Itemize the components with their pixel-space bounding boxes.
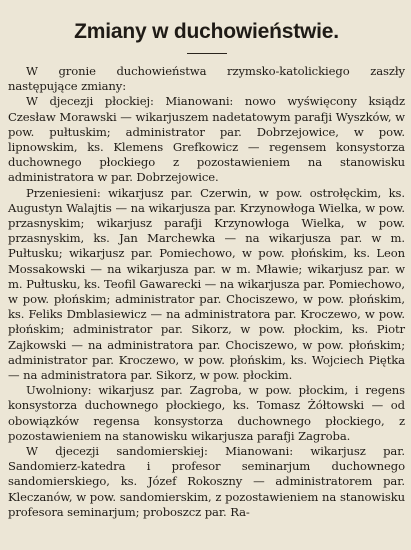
article-body (8, 64, 405, 520)
paragraph-plock-transferred: Przeniesieni: wikarjusz par. Czerwin, w pow. ostrołęckim, ks. Augustyn Walajtis — na wikarjusza par. Krzynowłoga Wielka, w pow. przasnyskim; wikarjusz parafji Krzynowłoga Wielka, w pow. przasnyskim, ks. Jan Marchewka — na wikarjusza par. w m. Pułtusku; wikarjusz par. Pomiechowo, w pow. płońskim, ks. Leon Mossakowski — na wikarjusza par. w m. Mławie; wikarjusz par. w m. Pułtusku, ks. Teofil Gawarecki — na wikarjusza par. Pomiechowo, w pow. płońskim; administrator par. Chociszewo, w pow. płońskim, ks. Feliks Dmblasiewicz — na administratora par. Kroczewo, w pow. płońskim; administrator par. Sikorz, w pow. płockim, ks. Piotr Zajkowski — na administratora par. Chociszewo, w pow. płońskim; administrator par. Kroczewo, w pow. płońskim, ks. Wojciech Piętka — na administratora par. Sikorz, w pow. płockim. (8, 185, 406, 383)
paragraph-sandomierz: W djecezji sandomierskiej: Mianowani: wikarjusz par. Sandomierz-katedra i profesor seminarjum duchownego sandomierskiego, ks. Józef Rokoszny — administratorem par. Kleczanów, w pow. sandomierskim, z pozostawieniem na stanowisku profesora seminarjum; proboszcz par. Ra- (8, 444, 405, 519)
title-divider (187, 53, 227, 54)
paragraph-plock-appointed: W djecezji płockiej: Mianowani: nowo wyświęcony ksiądz Czesław Morawski — wikarjuszem nadetatowym parafji Wyszków, w pow. pułtuskim; administrator par. Dobrzejowice, w pow. lipnowskim, ks. Klemens Grefkowicz — regensem konsystorza duchownego płockiego z pozostawieniem na stanowisku administratora w par. Dobrzejowice. (8, 94, 405, 185)
paragraph-intro: W gronie duchowieństwa rzymsko-katolickiego zaszły następujące zmiany: (8, 64, 405, 94)
paragraph-plock-released: Uwolniony: wikarjusz par. Zagroba, w pow. płockim, i regens konsystorza duchownego płockiego, ks. Tomasz Żółtowski — od obowiązków regensa konsystorza duchownego płockiego, z pozostawieniem na stanowisku wikarjusza parafji Zagroba. (8, 383, 405, 443)
article-title: Zmiany w duchowieństwie. (74, 20, 339, 43)
